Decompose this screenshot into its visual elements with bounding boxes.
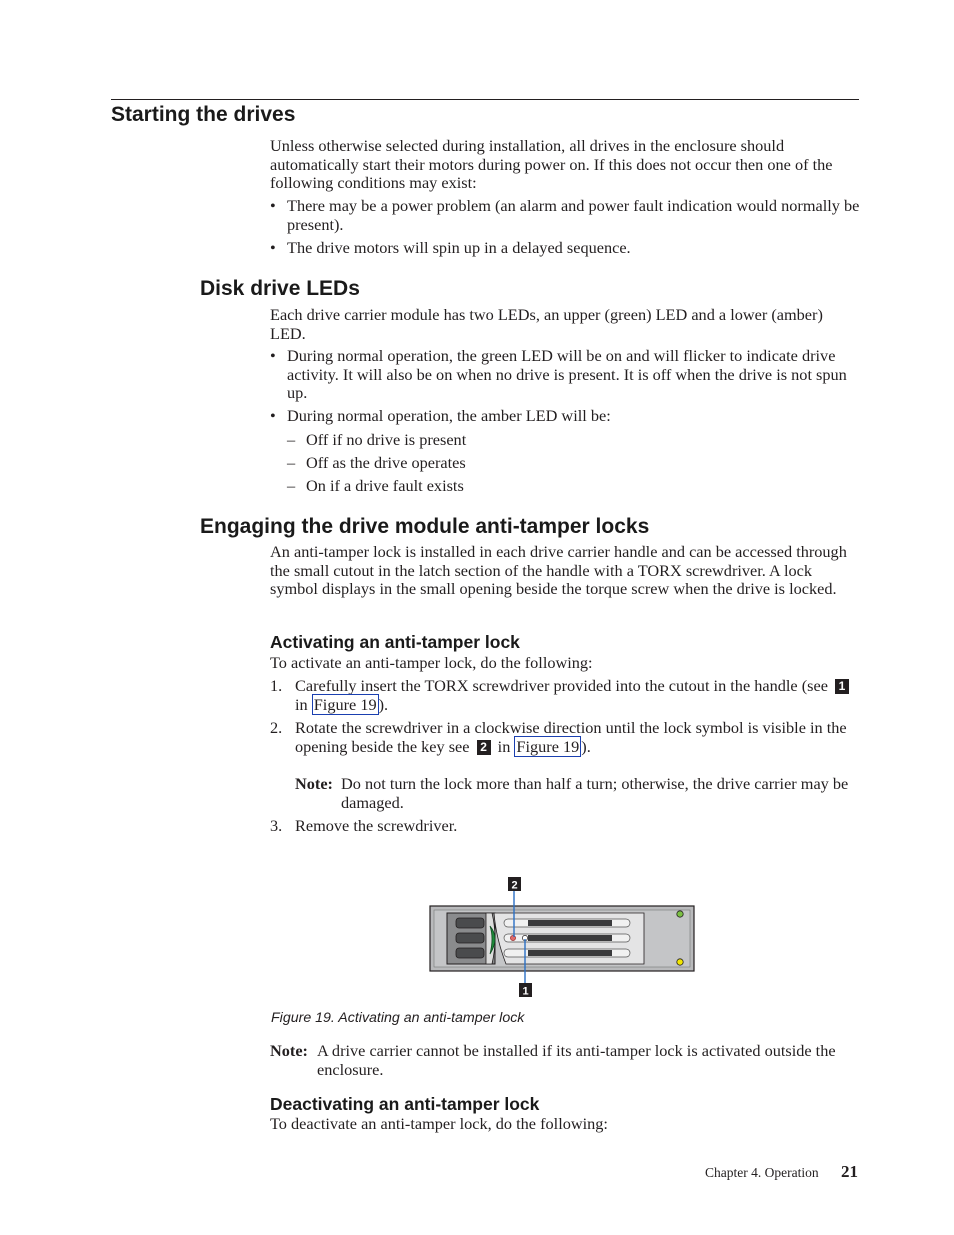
handle-slot xyxy=(456,933,484,943)
heading-disk-drive-leds: Disk drive LEDs xyxy=(200,277,360,300)
figure-19-drive-carrier xyxy=(420,870,710,1005)
list-item xyxy=(270,407,860,426)
note-label: Note: xyxy=(295,774,333,793)
green-led xyxy=(677,911,683,917)
vent-slot xyxy=(528,920,612,926)
step-1-text: Carefully insert the TORX screwdriver provided into the cutout in the handle (see xyxy=(295,676,828,695)
note-damage xyxy=(295,775,855,812)
handle-slot xyxy=(456,918,484,928)
footer-chapter: Chapter 4. Operation xyxy=(705,1165,819,1180)
bullet-marker: • xyxy=(270,406,276,425)
leds-intro: Each drive carrier module has two LEDs, an upper (green) LED and a lower (amber) LED. xyxy=(270,305,823,343)
bullet-marker: • xyxy=(270,196,276,215)
note-text: A drive carrier cannot be installed if its anti-tamper lock is activated outside the enclosure. xyxy=(317,1041,836,1079)
sub-list-item xyxy=(287,431,847,450)
step-2 xyxy=(270,719,860,756)
step-text xyxy=(295,719,860,756)
vent-slot xyxy=(528,935,612,941)
sub-list-item xyxy=(287,477,847,496)
starting-intro: Unless otherwise selected during installation, all drives in the enclosure should automatically start their motors during power on. If this does not occur then one of the following conditions may exist: xyxy=(270,136,833,193)
figure-19-link[interactable]: Figure 19 xyxy=(516,736,580,756)
bullet-marker: • xyxy=(270,238,276,257)
step-number: 3. xyxy=(270,816,283,835)
step-2-in: in xyxy=(497,736,511,756)
list-item xyxy=(270,197,860,234)
step-number: 1. xyxy=(270,676,283,695)
step-1 xyxy=(270,677,860,714)
step-text xyxy=(295,677,860,714)
engaging-intro: An anti-tamper lock is installed in each drive carrier handle and can be accessed through the small cutout in the latch section of the handle with a TORX screwdriver. A lock symbol displays in the small opening beside the torque screw when the drive is locked. xyxy=(270,542,847,599)
heading-starting-drives: Starting the drives xyxy=(111,103,296,126)
heading-deactivating-lock: Deactivating an anti-tamper lock xyxy=(270,1094,540,1114)
vent-slot xyxy=(528,950,612,956)
handle-slot xyxy=(456,948,484,958)
page-number: 21 xyxy=(841,1162,858,1181)
dash-marker: – xyxy=(287,430,296,449)
lock-symbol-opening xyxy=(510,935,515,940)
callout-label-2: 2 xyxy=(511,879,518,892)
dash-marker: – xyxy=(287,453,296,472)
step-1-in: in xyxy=(295,694,308,714)
step-1-end: ). xyxy=(378,694,389,714)
deactivating-intro: To deactivate an anti-tamper lock, do the following: xyxy=(270,1114,608,1133)
figure-19-caption: Figure 19. Activating an anti-tamper lock xyxy=(271,1010,525,1026)
sub-item-text: Off if no drive is present xyxy=(306,430,467,449)
activating-intro: To activate an anti-tamper lock, do the following: xyxy=(270,653,593,672)
heading-engaging-locks: Engaging the drive module anti-tamper locks xyxy=(200,515,650,538)
heading-activating-lock: Activating an anti-tamper lock xyxy=(270,632,520,652)
step-3 xyxy=(270,817,860,836)
bullet-text: During normal operation, the amber LED will be: xyxy=(287,406,611,425)
amber-led xyxy=(677,959,683,965)
figure-19-link[interactable]: Figure 19 xyxy=(313,694,377,714)
callout-key-2: 2 xyxy=(477,740,491,755)
note-label: Note: xyxy=(270,1041,308,1060)
step-number: 2. xyxy=(270,718,283,737)
note-outside-enclosure xyxy=(270,1042,860,1079)
bullet-text: There may be a power problem (an alarm and power fault indication would normally be present). xyxy=(287,196,860,234)
list-item xyxy=(270,239,860,258)
bullet-text: The drive motors will spin up in a delayed sequence. xyxy=(287,238,631,257)
callout-label-1: 1 xyxy=(522,985,529,998)
step-2-end: ). xyxy=(581,736,591,756)
note-text: Do not turn the lock more than half a turn; otherwise, the drive carrier may be damaged. xyxy=(341,774,849,812)
sub-item-text: On if a drive fault exists xyxy=(306,476,464,495)
header-rule xyxy=(111,99,859,100)
dash-marker: – xyxy=(287,476,296,495)
callout-key-1: 1 xyxy=(835,679,849,694)
list-item xyxy=(270,347,860,403)
sub-item-text: Off as the drive operates xyxy=(306,453,466,472)
bullet-marker: • xyxy=(270,346,276,365)
bullet-text: During normal operation, the green LED will be on and will flicker to indicate drive activity. It will also be on when no drive is present. It is off when the drive is not spun up. xyxy=(287,346,847,403)
step-text: Remove the screwdriver. xyxy=(295,816,458,835)
sub-list-item xyxy=(287,454,847,473)
step-2-text: Rotate the screwdriver in a clockwise direction until the lock symbol is visible in the opening beside the key see xyxy=(295,718,847,756)
